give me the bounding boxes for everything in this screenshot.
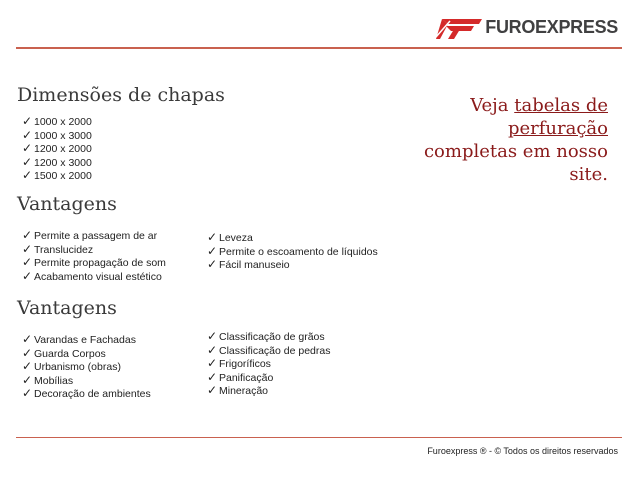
header-divider [16,47,622,49]
list-item: ✓ Panificação [207,369,274,384]
list-item: ✓ Decoração de ambientes [22,386,151,401]
check-icon: ✓ [22,241,33,256]
check-icon: ✓ [207,243,218,258]
check-icon: ✓ [22,114,33,128]
check-icon: ✓ [22,228,33,242]
footer-divider [16,437,622,438]
list-item: ✓ 1200 x 2000 [22,141,92,156]
check-icon: ✓ [207,383,218,398]
check-icon: ✓ [207,356,218,371]
list-item: ✓ 1200 x 3000 [22,154,92,169]
check-icon: ✓ [22,168,33,183]
list-item: ✓ 1000 x 3000 [22,127,92,142]
list-item: ✓ Permite a passagem de ar [22,228,158,242]
brand-name: FUROEXPRESS [485,16,618,37]
section-title-vantagens-2: Vantagens [17,297,117,319]
vantagens-list-1 [22,229,166,283]
list-item: ✓ Translucidez [22,241,94,256]
promo-text: Veja tabelas de perfuração completas em nosso site. [423,95,608,185]
section-title-vantagens-1: Vantagens [17,193,117,215]
check-icon: ✓ [207,257,218,272]
list-item: ✓ Mobílias [22,372,74,387]
list-item: ✓ Acabamento visual estético [22,268,162,283]
check-icon: ✓ [22,255,33,270]
list-item: ✓ Frigoríficos [207,356,271,371]
check-icon: ✓ [207,329,218,343]
check-icon: ✓ [22,154,33,169]
list-item: ✓ Classificação de grãos [207,329,325,343]
promo-link[interactable]: perfuração [507,118,608,139]
list-item: ✓ Fácil manuseio [207,257,290,272]
section-title-dimensions: Dimensões de chapas [17,84,225,106]
check-icon: ✓ [22,332,33,346]
list-item: ✓ Permite propagação de som [22,255,166,270]
vantagens-list-2 [207,231,378,272]
list-item: ✓ Guarda Corpos [22,345,106,360]
check-icon: ✓ [207,342,218,357]
list-item: ✓ Permite o escoamento de líquidos [207,243,378,258]
list-item: ✓ Mineração [207,383,269,398]
check-icon: ✓ [207,369,218,384]
check-icon: ✓ [207,230,218,244]
copyright-footer: Furoexpress ® - © Todos os direitos reservados [427,446,618,456]
brand-logo[interactable] [436,14,618,40]
check-icon: ✓ [22,345,33,360]
check-icon: ✓ [22,268,33,283]
dimensions-list [22,115,92,183]
check-icon: ✓ [22,359,33,374]
applications-list-1 [22,333,151,401]
list-item: ✓ Classificação de pedras [207,342,331,357]
applications-list-2 [207,330,330,398]
list-item: ✓ Varandas e Fachadas [22,332,136,346]
check-icon: ✓ [22,127,33,142]
list-item: ✓ 1000 x 2000 [22,114,92,128]
list-item: ✓ Leveza [207,230,253,244]
list-item: ✓ 1500 x 2000 [22,168,92,183]
promo-link[interactable]: tabelas de [514,95,608,116]
check-icon: ✓ [22,386,33,401]
furoexpress-logo-icon [436,15,482,39]
check-icon: ✓ [22,372,33,387]
list-item: ✓ Urbanismo (obras) [22,359,121,374]
check-icon: ✓ [22,141,33,156]
